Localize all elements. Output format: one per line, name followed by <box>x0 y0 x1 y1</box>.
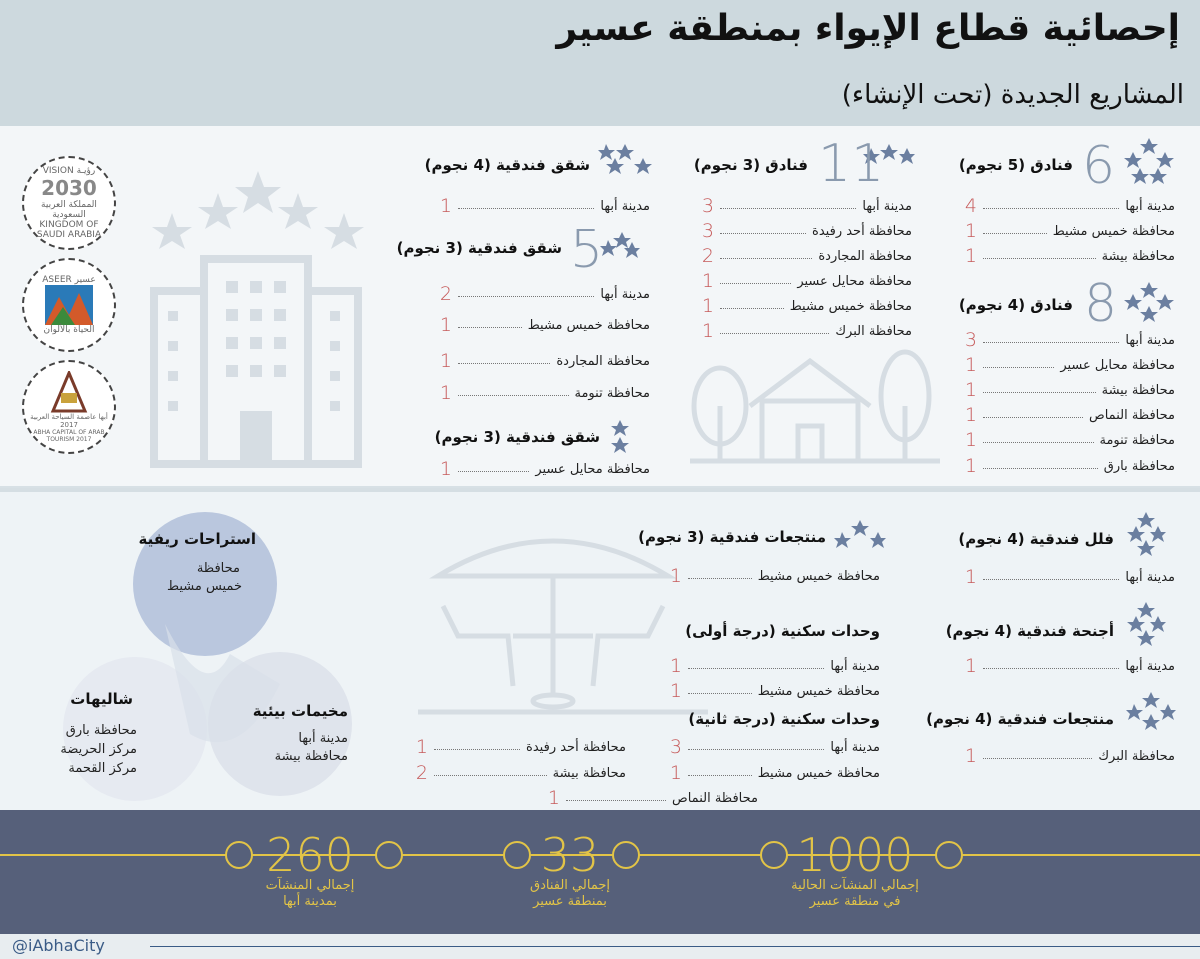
five-stars-icon <box>1124 138 1174 186</box>
list-item <box>670 737 880 757</box>
footer-line <box>150 946 1200 947</box>
venn-rural-title: استراحات ريفية <box>138 530 256 548</box>
list-item <box>965 380 1175 400</box>
list-item <box>440 351 650 371</box>
venn-chalets-line2: مركز الحريضة <box>60 742 137 757</box>
stat-sublabel: بمدينة أبها <box>283 893 337 909</box>
row-label: محافظة خميس مشيط <box>757 683 880 699</box>
row-value: 1 <box>439 350 452 372</box>
villas4-title: فلل فندقية (4 نجوم) <box>958 530 1114 548</box>
row-value: 3 <box>669 736 682 758</box>
list-item <box>702 196 912 216</box>
units1-title: وحدات سكنية (درجة أولى) <box>685 622 880 640</box>
row-label: محافظة خميس مشيط <box>757 568 880 584</box>
row-value: 1 <box>964 245 977 267</box>
row-label: محافظة بيشة <box>1101 382 1175 398</box>
row-value: 1 <box>701 320 714 342</box>
row-value: 1 <box>964 566 977 588</box>
row-label: محافظة المجاردة <box>818 248 912 264</box>
vision-logo-text: VISION رؤيـة <box>42 166 96 176</box>
list-item <box>440 459 650 479</box>
list-item <box>440 196 650 216</box>
aseer-logo-slogan: الحياة بالألوان <box>43 325 95 335</box>
row-label: محافظة خميس مشيط <box>789 298 912 314</box>
row-value: 3 <box>701 195 714 217</box>
venn-camps-line2: محافظة بيشة <box>274 749 348 764</box>
apts3-total: 5 <box>570 220 604 280</box>
stat-abha-facilities <box>240 828 380 909</box>
hotels5-total: 6 <box>1082 136 1116 196</box>
row-label: مدينة أبها <box>862 198 912 214</box>
abha-logo-en: ABHA CAPITAL OF ARAB TOURISM 2017 <box>33 429 105 443</box>
row-value: 1 <box>964 404 977 426</box>
middle-section <box>0 488 1200 810</box>
row-label: مدينة أبها <box>1125 569 1175 585</box>
stat-label: إجمالي الفنادق <box>530 878 610 893</box>
vision-logo-ar: المملكة العربية السعودية <box>41 200 97 220</box>
row-value: 3 <box>701 220 714 242</box>
row-value: 1 <box>964 455 977 477</box>
hotels4-total: 8 <box>1084 274 1118 334</box>
row-label: محافظة البرك <box>1098 748 1175 764</box>
apts4-title: شقق فندقية (4 نجوم) <box>424 156 590 174</box>
venn-chalets-line1: محافظة بارق <box>65 723 137 738</box>
units2-title: وحدات سكنية (درجة ثانية) <box>688 710 880 728</box>
list-item <box>965 246 1175 266</box>
row-value: 1 <box>669 565 682 587</box>
row-label: مدينة أبها <box>1125 198 1175 214</box>
list-item <box>548 788 758 808</box>
row-label: محافظة خميس مشيط <box>527 317 650 333</box>
apts2-title: شقق فندقية (3 نجوم) <box>434 428 600 446</box>
row-value: 2 <box>701 245 714 267</box>
row-label: مدينة أبها <box>1125 332 1175 348</box>
list-item <box>670 656 880 676</box>
row-value: 1 <box>701 270 714 292</box>
row-value: 1 <box>669 680 682 702</box>
stat-sublabel: في منطقة عسير <box>809 893 901 909</box>
page-subtitle: المشاريع الجديدة (تحت الإنشاء) <box>841 80 1184 110</box>
row-value: 1 <box>669 655 682 677</box>
stat-value: 1000 <box>796 828 914 882</box>
row-value: 1 <box>439 314 452 336</box>
list-item <box>440 284 650 304</box>
list-item <box>965 567 1175 587</box>
row-label: محافظة النماص <box>672 790 758 806</box>
top-section <box>0 126 1200 488</box>
list-item <box>965 656 1175 676</box>
row-value: 1 <box>964 745 977 767</box>
row-label: محافظة أحد رفيدة <box>526 739 626 755</box>
row-value: 1 <box>964 354 977 376</box>
list-item <box>440 315 650 335</box>
vision-logo-en: KINGDOM OF SAUDI ARABIA <box>36 220 102 240</box>
stats-band <box>0 810 1200 934</box>
hotels3-total: 11 <box>818 134 885 194</box>
vision-logo-year: 2030 <box>41 176 97 200</box>
row-label: محافظة المجاردة <box>556 353 650 369</box>
house-illustration <box>690 346 940 466</box>
row-value: 1 <box>439 382 452 404</box>
four-stars-icon <box>1126 512 1166 556</box>
abha-logo-ar: أبها عاصمة السياحة العربية 2017 <box>30 413 108 429</box>
row-label: محافظة تنومة <box>1099 432 1175 448</box>
abha-emblem-icon <box>49 371 89 413</box>
list-item <box>702 246 912 266</box>
row-label: محافظة البرك <box>835 323 912 339</box>
resorts3-title: منتجعات فندقية (3 نجوم) <box>638 528 826 546</box>
social-handle[interactable]: @iAbhaCity <box>12 936 105 955</box>
row-label: محافظة محايل عسير <box>1060 357 1175 373</box>
footer <box>0 934 1200 959</box>
suites4-title: أجنحة فندقية (4 نجوم) <box>945 622 1114 640</box>
venn-camps-title: مخيمات بيئية <box>252 702 348 720</box>
row-label: محافظة محايل عسير <box>797 273 912 289</box>
list-item <box>965 196 1175 216</box>
two-stars-icon <box>610 420 630 454</box>
venn-camps-line1: مدينة أبها <box>298 731 348 746</box>
stat-value: 260 <box>266 828 354 882</box>
row-label: محافظة خميس مشيط <box>1052 223 1175 239</box>
three-stars-icon <box>600 232 640 258</box>
row-value: 2 <box>439 283 452 305</box>
three-stars-icon <box>598 144 652 174</box>
apts3-title: شقق فندقية (3 نجوم) <box>396 239 562 257</box>
venn-rural-line1: محافظة <box>196 561 240 576</box>
list-item <box>702 321 912 341</box>
row-value: 1 <box>439 195 452 217</box>
list-item <box>416 763 626 783</box>
row-label: مدينة أبها <box>600 286 650 302</box>
umbrella-illustration <box>418 516 708 721</box>
stat-total-hotels <box>500 828 640 909</box>
stat-label: إجمالي المنشآت الحالية <box>791 878 919 893</box>
row-label: محافظة خميس مشيط <box>757 765 880 781</box>
row-value: 4 <box>964 195 977 217</box>
row-value: 1 <box>701 295 714 317</box>
row-label: محافظة بيشة <box>552 765 626 781</box>
row-label: محافظة بيشة <box>1101 248 1175 264</box>
list-item <box>965 330 1175 350</box>
list-item <box>965 456 1175 476</box>
stat-sublabel: بمنطقة عسير <box>533 893 607 909</box>
hotels5-title: فنادق (5 نجوم) <box>958 156 1073 174</box>
list-item <box>965 430 1175 450</box>
row-value: 2 <box>415 762 428 784</box>
row-label: مدينة أبها <box>600 198 650 214</box>
row-label: محافظة أحد رفيدة <box>812 223 912 239</box>
list-item <box>965 746 1175 766</box>
hotels4-title: فنادق (4 نجوم) <box>958 296 1073 314</box>
list-item <box>670 681 880 701</box>
row-label: مدينة أبها <box>1125 658 1175 674</box>
venn-chalets-title: شاليهات <box>70 690 133 708</box>
abha-capital-logo <box>22 360 116 454</box>
row-value: 1 <box>964 379 977 401</box>
list-item <box>702 296 912 316</box>
row-label: محافظة بارق <box>1103 458 1175 474</box>
vision-2030-logo <box>22 156 116 250</box>
row-value: 1 <box>964 220 977 242</box>
list-item <box>670 763 880 783</box>
list-item <box>702 221 912 241</box>
resorts4-title: منتجعات فندقية (4 نجوم) <box>926 710 1114 728</box>
row-label: محافظة تنومة <box>574 385 650 401</box>
row-value: 1 <box>964 655 977 677</box>
stat-total-facilities <box>770 828 940 909</box>
hotels3-title: فنادق (3 نجوم) <box>693 156 808 174</box>
stat-value: 33 <box>540 828 600 882</box>
list-item <box>965 221 1175 241</box>
row-label: مدينة أبها <box>830 739 880 755</box>
row-value: 1 <box>669 762 682 784</box>
row-value: 1 <box>964 429 977 451</box>
row-value: 1 <box>415 736 428 758</box>
header <box>0 0 1200 126</box>
row-value: 1 <box>439 458 452 480</box>
row-label: مدينة أبها <box>830 658 880 674</box>
venn-rural-line2: خميس مشيط <box>166 579 242 594</box>
venn-chalets-line3: مركز القحمة <box>68 761 137 776</box>
row-label: محافظة النماص <box>1089 407 1175 423</box>
three-stars-icon <box>834 520 886 550</box>
four-stars-icon <box>1126 602 1166 646</box>
row-label: محافظة محايل عسير <box>535 461 650 477</box>
four-stars-icon <box>1124 282 1174 324</box>
aseer-logo-text: ASEER عسير <box>42 275 96 285</box>
list-item <box>416 737 626 757</box>
row-value: 1 <box>547 787 560 809</box>
page-title: إحصائية قطاع الإيواء بمنطقة عسير <box>556 8 1180 49</box>
list-item <box>702 271 912 291</box>
stat-label: إجمالي المنشآت <box>265 878 355 893</box>
row-value: 3 <box>964 329 977 351</box>
four-stars-icon <box>1126 692 1176 732</box>
list-item <box>440 383 650 403</box>
aseer-logo <box>22 258 116 352</box>
list-item <box>670 566 880 586</box>
building-illustration <box>140 171 370 471</box>
list-item <box>965 405 1175 425</box>
mountains-icon <box>45 285 93 325</box>
list-item <box>965 355 1175 375</box>
